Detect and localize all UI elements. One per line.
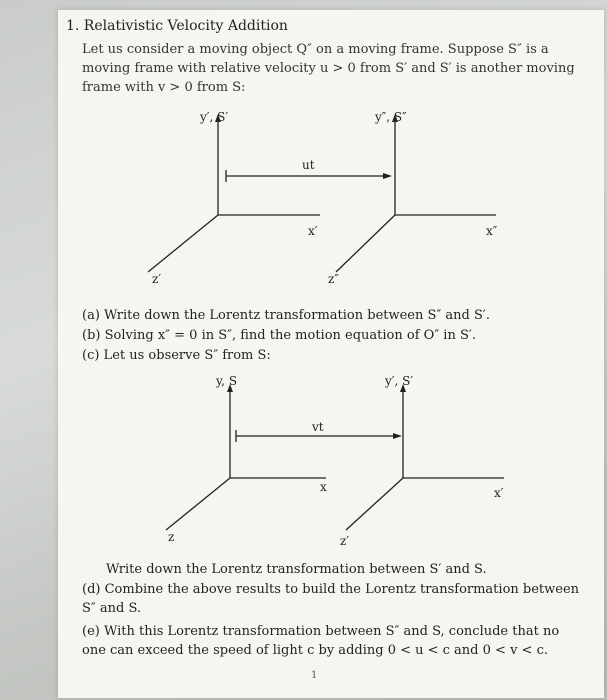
fig2-label-z: z — [168, 530, 175, 544]
fig2-label-vt: vt — [312, 420, 324, 434]
fig2-z-axis — [166, 478, 230, 530]
fig1-label-xdoubleprime: x″ — [486, 224, 498, 238]
fig1-label-zprime: z′ — [152, 272, 162, 286]
fig1-label-ydoubleprime-sdoubleprime: y″, S″ — [375, 110, 407, 124]
document-page — [58, 10, 604, 698]
figure-2-frames — [58, 10, 604, 570]
fig2-label-y-s: y, S — [216, 374, 238, 388]
question-e: (e) With this Lorentz transformation between S″ and S, conclude that no one can exceed the speed of light c by adding 0 < u < c and 0 < v < c. — [82, 624, 560, 658]
fig2-label-x: x — [320, 480, 327, 494]
fig2-label-zprime: z′ — [340, 534, 350, 548]
problem-title: 1. Relativistic Velocity Addition — [66, 18, 288, 34]
intro-paragraph: Let us consider a moving object Q″ on a moving frame. Suppose S″ is a moving frame with relative velocity u > 0 from S′ and S′ is another moving frame with v > 0 from S: — [82, 42, 575, 95]
fig1-label-ut: ut — [302, 158, 315, 172]
question-c: (c) Let us observe S″ from S: — [82, 348, 271, 363]
question-d: (d) Combine the above results to build the Lorentz transformation between S″ and S. — [82, 582, 580, 616]
question-b: (b) Solving x″ = 0 in S″, find the motion equation of O″ in S′. — [82, 328, 476, 343]
fig2-label-xprime: x′ — [494, 486, 504, 500]
fig1-label-zdoubleprime: z″ — [328, 272, 339, 286]
fig1-label-yprime-sprime: y′, S′ — [200, 110, 229, 124]
instruction-line: Write down the Lorentz transformation between S′ and S. — [106, 562, 487, 577]
page-number: 1 — [311, 670, 318, 681]
fig2-zprime-axis — [346, 478, 403, 530]
question-a: (a) Write down the Lorentz transformation between S″ and S′. — [82, 308, 490, 323]
fig1-label-xprime: x′ — [308, 224, 318, 238]
fig2-label-yprime-sprime: y′, S′ — [385, 374, 414, 388]
